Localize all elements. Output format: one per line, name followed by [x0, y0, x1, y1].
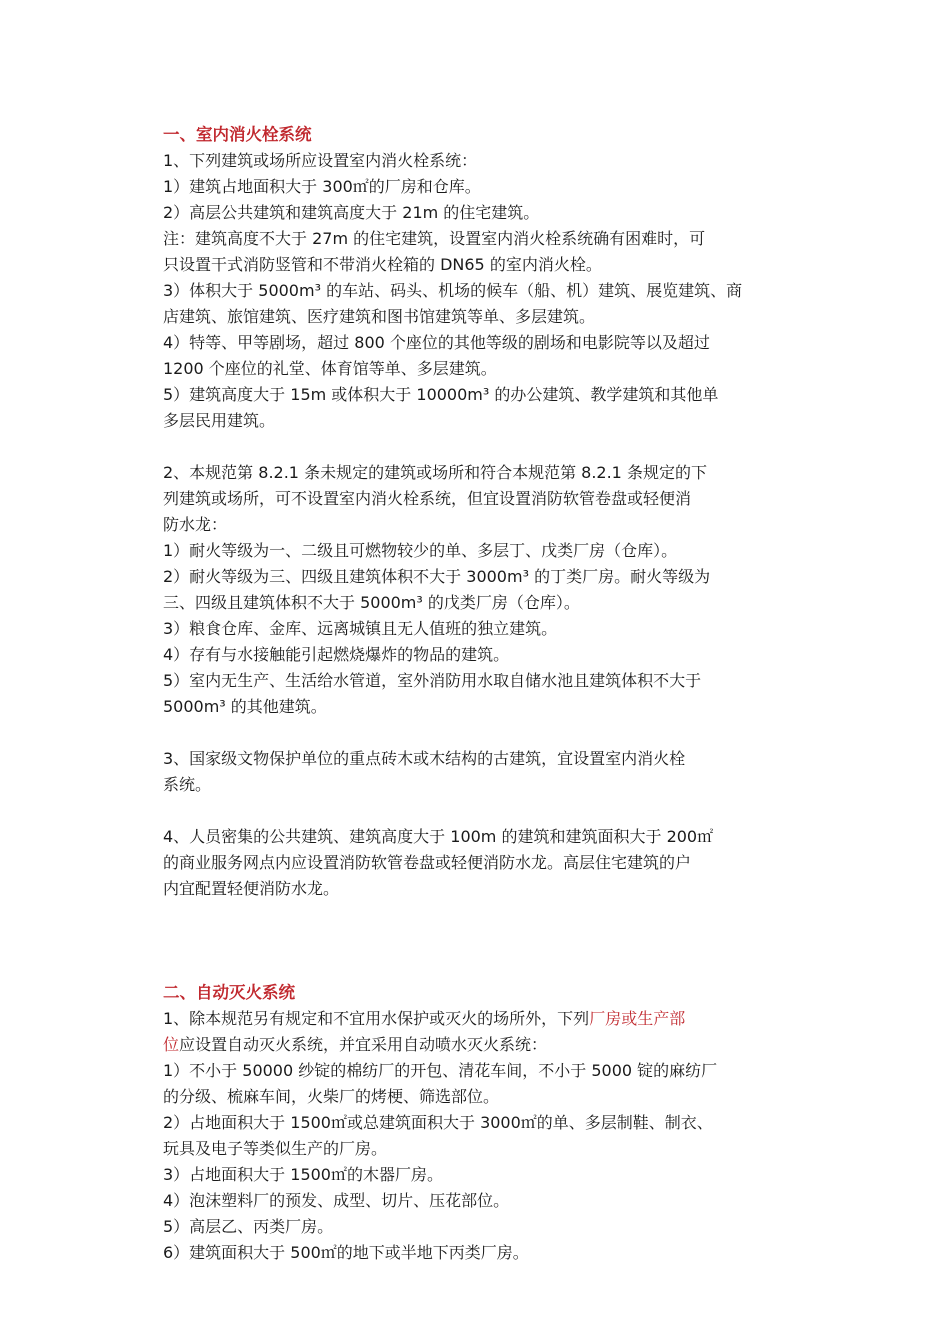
paragraph-gap — [163, 798, 791, 824]
s1-item3-line1: 3、国家级文物保护单位的重点砖木或木结构的古建筑，宜设置室内消火栓 — [163, 749, 686, 768]
s1-item2-line8: 4）存有与水接触能引起燃烧爆炸的物品的建筑。 — [163, 645, 510, 664]
s1-item1-line7: 店建筑、旅馆建筑、医疗建筑和图书馆建筑等单、多层建筑。 — [163, 307, 596, 326]
s1-item1-line6: 3）体积大于 5000m³ 的车站、码头、机场的候车（船、机）建筑、展览建筑、商 — [163, 281, 743, 300]
s2-item1-line2 — [163, 1032, 791, 1058]
s2-item1-line2-text: 应设置自动灭火系统，并宜采用自动喷水灭火系统： — [179, 1035, 548, 1054]
s1-item1-line10: 5）建筑高度大于 15m 或体积大于 10000m³ 的办公建筑、教学建筑和其他单 — [163, 385, 719, 404]
s1-item2-line4: 1）耐火等级为一、二级且可燃物较少的单、多层丁、戊类厂房（仓库）。 — [163, 541, 678, 560]
s1-item1-line1: 1、下列建筑或场所应设置室内消火栓系统： — [163, 151, 478, 170]
paragraph-gap — [163, 720, 791, 746]
section2-heading: 二、自动灭火系统 — [163, 983, 295, 1002]
s2-item1-line5: 2）占地面积大于 1500㎡或总建筑面积大于 3000㎡的单、多层制鞋、制衣、 — [163, 1113, 713, 1132]
s1-item2-line5: 2）耐火等级为三、四级且建筑体积不大于 3000m³ 的丁类厂房。耐火等级为 — [163, 567, 711, 586]
s2-item1-line3: 1）不小于 50000 纱锭的棉纺厂的开包、清花车间，不小于 5000 锭的麻纺厂 — [163, 1061, 718, 1080]
s2-item1-line2-highlight: 位 — [163, 1035, 180, 1054]
s1-item1-line2: 1）建筑占地面积大于 300㎡的厂房和仓库。 — [163, 177, 481, 196]
s2-item1-line1 — [163, 1006, 791, 1032]
s1-item4-line1: 4、人员密集的公共建筑、建筑高度大于 100m 的建筑和建筑面积大于 200㎡ — [163, 827, 714, 846]
s1-item2-line2: 列建筑或场所，可不设置室内消火栓系统，但宜设置消防软管卷盘或轻便消 — [163, 489, 692, 508]
s1-item1-line11: 多层民用建筑。 — [163, 411, 276, 430]
s2-item1-line10: 6）建筑面积大于 500㎡的地下或半地下丙类厂房。 — [163, 1243, 529, 1262]
s2-item1-line1-highlight: 厂房或生产部 — [589, 1009, 686, 1028]
s2-item1-line4: 的分级、梳麻车间，火柴厂的烤梗、筛选部位。 — [163, 1087, 500, 1106]
s1-item4-line2: 的商业服务网点内应设置消防软管卷盘或轻便消防水龙。高层住宅建筑的户 — [163, 853, 692, 872]
document-page — [163, 122, 791, 1266]
paragraph-gap — [163, 434, 791, 460]
s2-item1-line8: 4）泡沫塑料厂的预发、成型、切片、压花部位。 — [163, 1191, 510, 1210]
s1-item1-line9: 1200 个座位的礼堂、体育馆等单、多层建筑。 — [163, 359, 497, 378]
s2-item1-line1-text: 1、除本规范另有规定和不宜用水保护或灭火的场所外，下列 — [163, 1009, 590, 1028]
s1-item1-line5: 只设置干式消防竖管和不带消火栓箱的 DN65 的室内消火栓。 — [163, 255, 602, 274]
s1-item1-line4: 注：建筑高度不大于 27m 的住宅建筑，设置室内消火栓系统确有困难时，可 — [163, 229, 706, 248]
s1-item3-line2: 系统。 — [163, 775, 212, 794]
section-gap — [163, 902, 791, 980]
s1-item1-line8: 4）特等、甲等剧场，超过 800 个座位的其他等级的剧场和电影院等以及超过 — [163, 333, 710, 352]
s2-item1-line9: 5）高层乙、丙类厂房。 — [163, 1217, 334, 1236]
s1-item2-line1: 2、本规范第 8.2.1 条未规定的建筑或场所和符合本规范第 8.2.1 条规定的下 — [163, 463, 707, 482]
s2-item1-line7: 3）占地面积大于 1500㎡的木器厂房。 — [163, 1165, 443, 1184]
s2-item1-line6: 玩具及电子等类似生产的厂房。 — [163, 1139, 388, 1158]
s1-item2-line6: 三、四级且建筑体积不大于 5000m³ 的戊类厂房（仓库）。 — [163, 593, 580, 612]
s1-item2-line10: 5000m³ 的其他建筑。 — [163, 697, 327, 716]
s1-item2-line7: 3）粮食仓库、金库、远离城镇且无人值班的独立建筑。 — [163, 619, 558, 638]
s1-item1-line3: 2）高层公共建筑和建筑高度大于 21m 的住宅建筑。 — [163, 203, 540, 222]
s1-item4-line3: 内宜配置轻便消防水龙。 — [163, 879, 340, 898]
s1-item2-line3: 防水龙： — [163, 515, 228, 534]
s1-item2-line9: 5）室内无生产、生活给水管道，室外消防用水取自储水池且建筑体积不大于 — [163, 671, 702, 690]
section1-heading: 一、室内消火栓系统 — [163, 125, 312, 144]
